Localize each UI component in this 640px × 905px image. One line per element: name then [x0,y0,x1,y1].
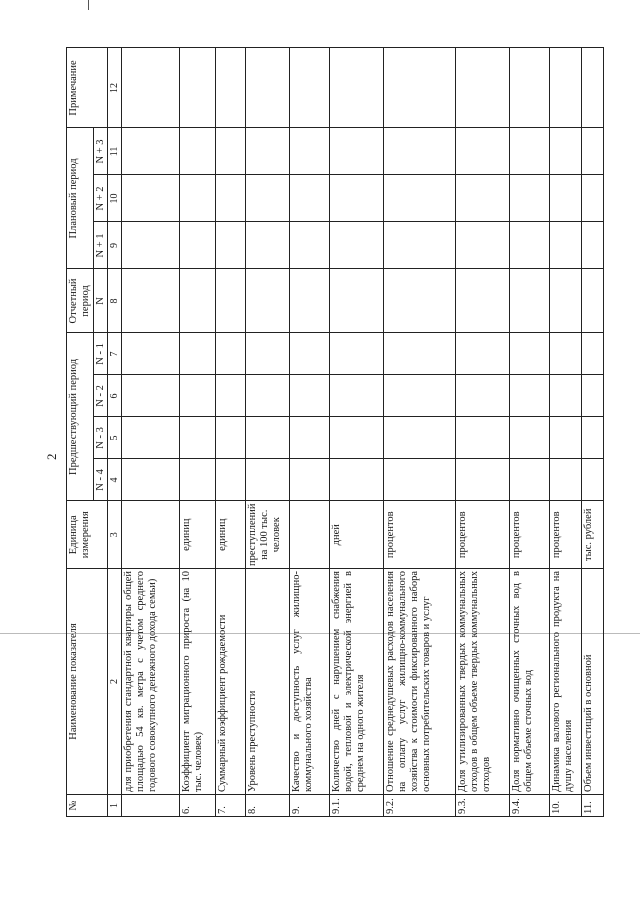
unit-of-measure [122,501,180,569]
value-cell [456,222,510,269]
value-cell [384,459,456,501]
row-number: 10. [550,795,582,817]
value-cell [180,48,216,128]
value-cell [246,175,290,222]
value-cell [384,333,456,375]
value-cell [216,48,246,128]
value-cell [330,128,384,175]
value-cell [180,175,216,222]
header-n+3: N + 3 [93,128,108,175]
value-cell [582,128,604,175]
value-cell [290,333,330,375]
value-cell [550,269,582,333]
value-cell [180,222,216,269]
value-cell [290,375,330,417]
value-cell [384,222,456,269]
table-row [290,48,330,817]
value-cell [290,222,330,269]
value-cell [582,175,604,222]
column-index-row [108,48,122,817]
value-cell [216,175,246,222]
value-cell [122,375,180,417]
value-cell [216,333,246,375]
value-cell [246,375,290,417]
table-row [582,48,604,817]
value-cell [122,459,180,501]
table-row [180,48,216,817]
table-row [246,48,290,817]
value-cell [456,417,510,459]
indicator-name: Количество дней с нарушением снабжения водой, тепловой и электрической энергией в среднем на одного жителя [330,569,384,795]
value-cell [330,333,384,375]
value-cell [456,175,510,222]
unit-of-measure: процентов [384,501,456,569]
value-cell [290,459,330,501]
header-n+2: N + 2 [93,175,108,222]
value-cell [456,128,510,175]
table-row [384,48,456,817]
value-cell [510,175,550,222]
value-cell [290,48,330,128]
indicator-name: Доля утилизированных твердых коммунальных отходов в общем объеме твердых коммунальных отходов [456,569,510,795]
unit-of-measure: дней [330,501,384,569]
value-cell [216,375,246,417]
value-cell [216,417,246,459]
indicator-name: Суммарный коэффициент рождаемости [216,569,246,795]
value-cell [510,417,550,459]
value-cell [330,375,384,417]
value-cell [384,375,456,417]
value-cell [456,459,510,501]
header-note: Примечание [67,48,108,128]
header-prev-period: Предшествующий период [67,333,94,501]
indicator-table [66,47,604,817]
value-cell [246,269,290,333]
row-number: 7. [216,795,246,817]
header-n-2: N - 2 [93,375,108,417]
value-cell [510,333,550,375]
column-index: 9 [108,222,122,269]
indicator-name: Коэффициент миграционного прироста (на 10 тыс. человек) [180,569,216,795]
value-cell [384,128,456,175]
table-body [122,48,604,817]
column-index: 5 [108,417,122,459]
value-cell [510,128,550,175]
value-cell [582,269,604,333]
header-n-4: N - 4 [93,459,108,501]
value-cell [510,222,550,269]
value-cell [330,459,384,501]
row-number: 9.1. [330,795,384,817]
value-cell [582,333,604,375]
value-cell [582,375,604,417]
value-cell [216,269,246,333]
value-cell [510,375,550,417]
indicator-name: для приобретения стандартной квартиры общей площадью 54 кв. метра с учетом среднего годового совокупного денежного дохода семьи) [122,569,180,795]
value-cell [122,417,180,459]
row-number: 9. [290,795,330,817]
row-number: 11. [582,795,604,817]
header-no: № [67,795,108,817]
column-index: 7 [108,333,122,375]
value-cell [510,269,550,333]
row-number: 6. [180,795,216,817]
value-cell [122,222,180,269]
header-plan-period: Плановый период [67,128,94,269]
value-cell [122,175,180,222]
value-cell [510,459,550,501]
value-cell [550,375,582,417]
value-cell [246,333,290,375]
value-cell [246,222,290,269]
page-number: 2 [44,453,59,460]
value-cell [384,175,456,222]
indicator-name: Уровень преступности [246,569,290,795]
value-cell [180,417,216,459]
value-cell [550,48,582,128]
table-row [550,48,582,817]
value-cell [180,269,216,333]
value-cell [550,459,582,501]
value-cell [216,222,246,269]
value-cell [550,128,582,175]
header-n: N [93,269,108,333]
unit-of-measure: преступлений на 100 тыс. человек [246,501,290,569]
value-cell [330,269,384,333]
value-cell [290,175,330,222]
value-cell [246,459,290,501]
value-cell [330,222,384,269]
value-cell [456,375,510,417]
value-cell [122,48,180,128]
table-row [456,48,510,817]
row-number: 9.2. [384,795,456,817]
value-cell [550,333,582,375]
value-cell [216,128,246,175]
header-unit: Единица измерения [67,501,108,569]
table-row [330,48,384,817]
value-cell [330,175,384,222]
row-number [122,795,180,817]
unit-of-measure [290,501,330,569]
unit-of-measure: процентов [456,501,510,569]
value-cell [550,222,582,269]
header-report-period: Отчетный период [67,269,94,333]
value-cell [456,269,510,333]
value-cell [550,175,582,222]
column-index: 1 [108,795,122,817]
value-cell [180,128,216,175]
header-n-1: N - 1 [93,333,108,375]
value-cell [122,333,180,375]
indicator-name: Качество и доступность услуг жилищно-коммунального хозяйства [290,569,330,795]
column-index: 8 [108,269,122,333]
value-cell [582,417,604,459]
indicator-name: Доля нормативно очищенных сточных вод в общем объеме сточных вод [510,569,550,795]
value-cell [246,417,290,459]
header-n-3: N - 3 [93,417,108,459]
value-cell [180,333,216,375]
value-cell [510,48,550,128]
value-cell [582,222,604,269]
unit-of-measure: единиц [180,501,216,569]
table-row [510,48,550,817]
value-cell [246,48,290,128]
header-row [67,48,94,817]
row-number: 8. [246,795,290,817]
unit-of-measure: тыс. рублей [582,501,604,569]
row-number: 9.4. [510,795,550,817]
value-cell [122,128,180,175]
value-cell [384,48,456,128]
value-cell [246,128,290,175]
value-cell [180,459,216,501]
value-cell [330,417,384,459]
value-cell [550,417,582,459]
value-cell [216,459,246,501]
column-index: 11 [108,128,122,175]
unit-of-measure: процентов [510,501,550,569]
row-number: 9.3. [456,795,510,817]
value-cell [456,333,510,375]
column-index: 4 [108,459,122,501]
column-index: 6 [108,375,122,417]
value-cell [384,417,456,459]
value-cell [180,375,216,417]
indicator-name: Динамика валового регионального продукта на душу населения [550,569,582,795]
unit-of-measure: процентов [550,501,582,569]
header-name: Наименование показателя [67,569,108,795]
value-cell [330,48,384,128]
value-cell [290,417,330,459]
value-cell [290,269,330,333]
value-cell [582,459,604,501]
value-cell [456,48,510,128]
column-index: 10 [108,175,122,222]
indicator-name: Отношение среднедушевых расходов населения на оплату услуг жилищно-коммунального хозяйства к стоимости фиксированного набора основных потребительских товаров и услуг [384,569,456,795]
column-index: 2 [108,569,122,795]
value-cell [290,128,330,175]
value-cell [582,48,604,128]
indicator-name: Объем инвестиций в основной [582,569,604,795]
header-n+1: N + 1 [93,222,108,269]
column-index: 12 [108,48,122,128]
unit-of-measure: единиц [216,501,246,569]
table-row [216,48,246,817]
column-index: 3 [108,501,122,569]
value-cell [122,269,180,333]
table-row [122,48,180,817]
value-cell [384,269,456,333]
